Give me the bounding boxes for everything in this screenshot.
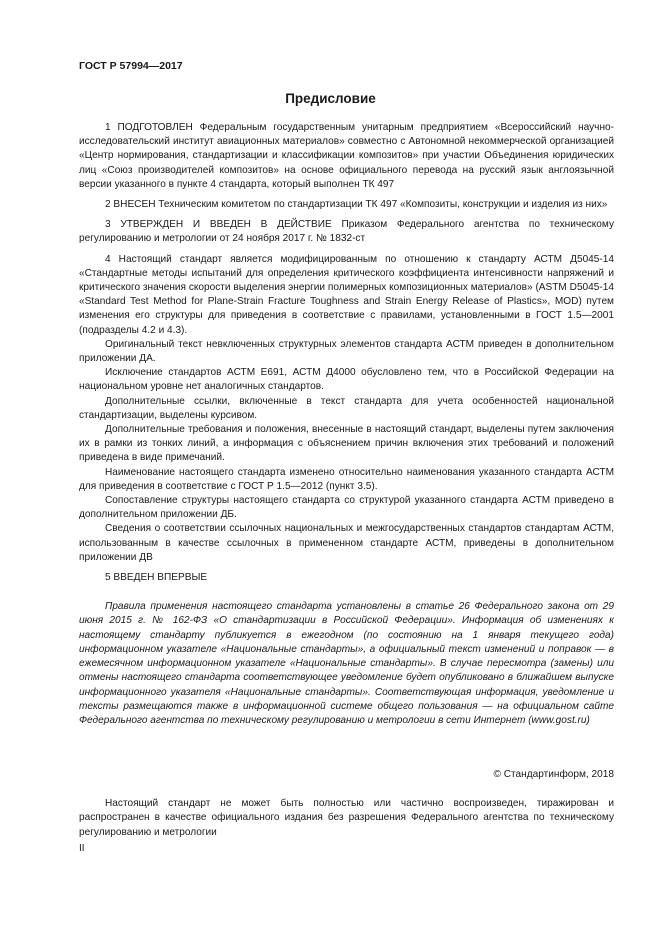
rules-note: Правила применения настоящего стандарта установлены в статье 26 Федерального закона от 29 июня 2015 г. № 162-ФЗ «О стандартизации в Российской Федерации». Информация об изменениях к настоящему стандарту публикуется в ежегодном (по состоянию на 1 января текущего года) информационном указателе «Национальные стандарты», а официальный текст изменений и поправок — в ежемесячном информационном указателе «Национальные стандарты». В случае пересмотра (замены) или отмены настоящего стандарта соответствующее уведомление будет опубликовано в ближайшем выпуске информационного указателя «Национальные стандарты». Соответствующая информация, уведомление и тексты размещаются также в информационной системе общего пользования — на официальном сайте Федерального агентства по техническому регулированию и метрологии в сети Интернет (www.gost.ru) <box>79 601 614 727</box>
item-4-additional-refs: Дополнительные ссылки, включенные в текст стандарта для учета особенностей национальной стандартизации, выделены курсивом. <box>79 395 614 421</box>
item-4-original-text: Оригинальный текст невключенных структурных элементов стандарта АСТМ приведен в дополнительном приложении ДА. <box>79 338 614 365</box>
reproduction-notice: Настоящий стандарт не может быть полностью или частично воспроизведен, тиражирован и распространен в качестве официального издания без разрешения Федерального агентства по техническому регулированию и метрологии <box>79 798 614 838</box>
item-4-modification: 4 Настоящий стандарт является модифицированным по отношению к стандарту АСТМ Д5045-14 «Стандартные методы испытаний для определения критического коэффициента интенсивности напряжений и критического значения скорости выделения энергии полимерных композиционных материалов» (ASTM D5045-14 «Standard Test Method for Plane-Strain Fracture Toughness and Strain Energy Release of Plastics», MOD) путем изменения его структуры для приведения в соответствие с правилами, установленными в ГОСТ 1.5—2001 (подразделы 4.2 и 4.3). <box>79 253 614 336</box>
page-number: II <box>79 843 85 854</box>
item-4-reference-correspondence: Сведения о соответствии ссылочных национальных и межгосударственных стандартов стандартам АСТМ, использованным в качестве ссылочных в примененном стандарте АСТМ, приведены в дополнительном приложении ДВ <box>79 523 614 563</box>
item-4-exclusion: Исключение стандартов АСТМ Е691, АСТМ Д4000 обусловлено тем, что в Российской Федерации на национальном уровне нет аналогичных стандартов. <box>79 367 614 393</box>
item-1-prepared: 1 ПОДГОТОВЛЕН Федеральным государственным унитарным предприятием «Всероссийский научно-исследовательский институт авиационных материалов» совместно с Автономной некоммерческой организацией «Центр нормирования, стандартизации и классификации композитов» при участии Объединения юридических лиц «Союз производителей композитов» на основе официального перевода на русский язык англоязычной версии указанного в пункте 4 стандарта, который выполнен ТК 497 <box>79 122 614 190</box>
foreword-body <box>79 121 614 585</box>
item-4-title-change: Наименование настоящего стандарта изменено относительно наименования указанного стандарта АСТМ для приведения в соответствие с ГОСТ Р 1.5—2012 (пункт 3.5). <box>79 466 614 492</box>
item-5-introduced: 5 ВВЕДЕН ВПЕРВЫЕ <box>105 572 208 584</box>
page-title: Предисловие <box>285 91 376 106</box>
item-4-structure-comparison: Сопоставление структуры настоящего стандарта со структурой указанного стандарта АСТМ приведено в дополнительном приложении ДБ. <box>79 495 614 521</box>
standard-code-header: ГОСТ Р 57994—2017 <box>79 60 183 72</box>
copyright: © Стандартинформ, 2018 <box>493 769 614 780</box>
item-4-additional-requirements: Дополнительные требования и положения, внесенные в настоящий стандарт, выделены путем заключения их в рамки из тонких линий, а информация с объяснением причин включения этих требований и положений приведена в виде примечаний. <box>79 424 614 464</box>
item-3-approved: 3 УТВЕРЖДЕН И ВВЕДЕН В ДЕЙСТВИЕ Приказом Федерального агентства по техническому регулированию и метрологии от 24 ноября 2017 г. № 1832-ст <box>79 219 614 245</box>
item-2-submitted: 2 ВНЕСЕН Техническим комитетом по стандартизации ТК 497 «Композиты, конструкции и изделия из них» <box>105 199 608 211</box>
